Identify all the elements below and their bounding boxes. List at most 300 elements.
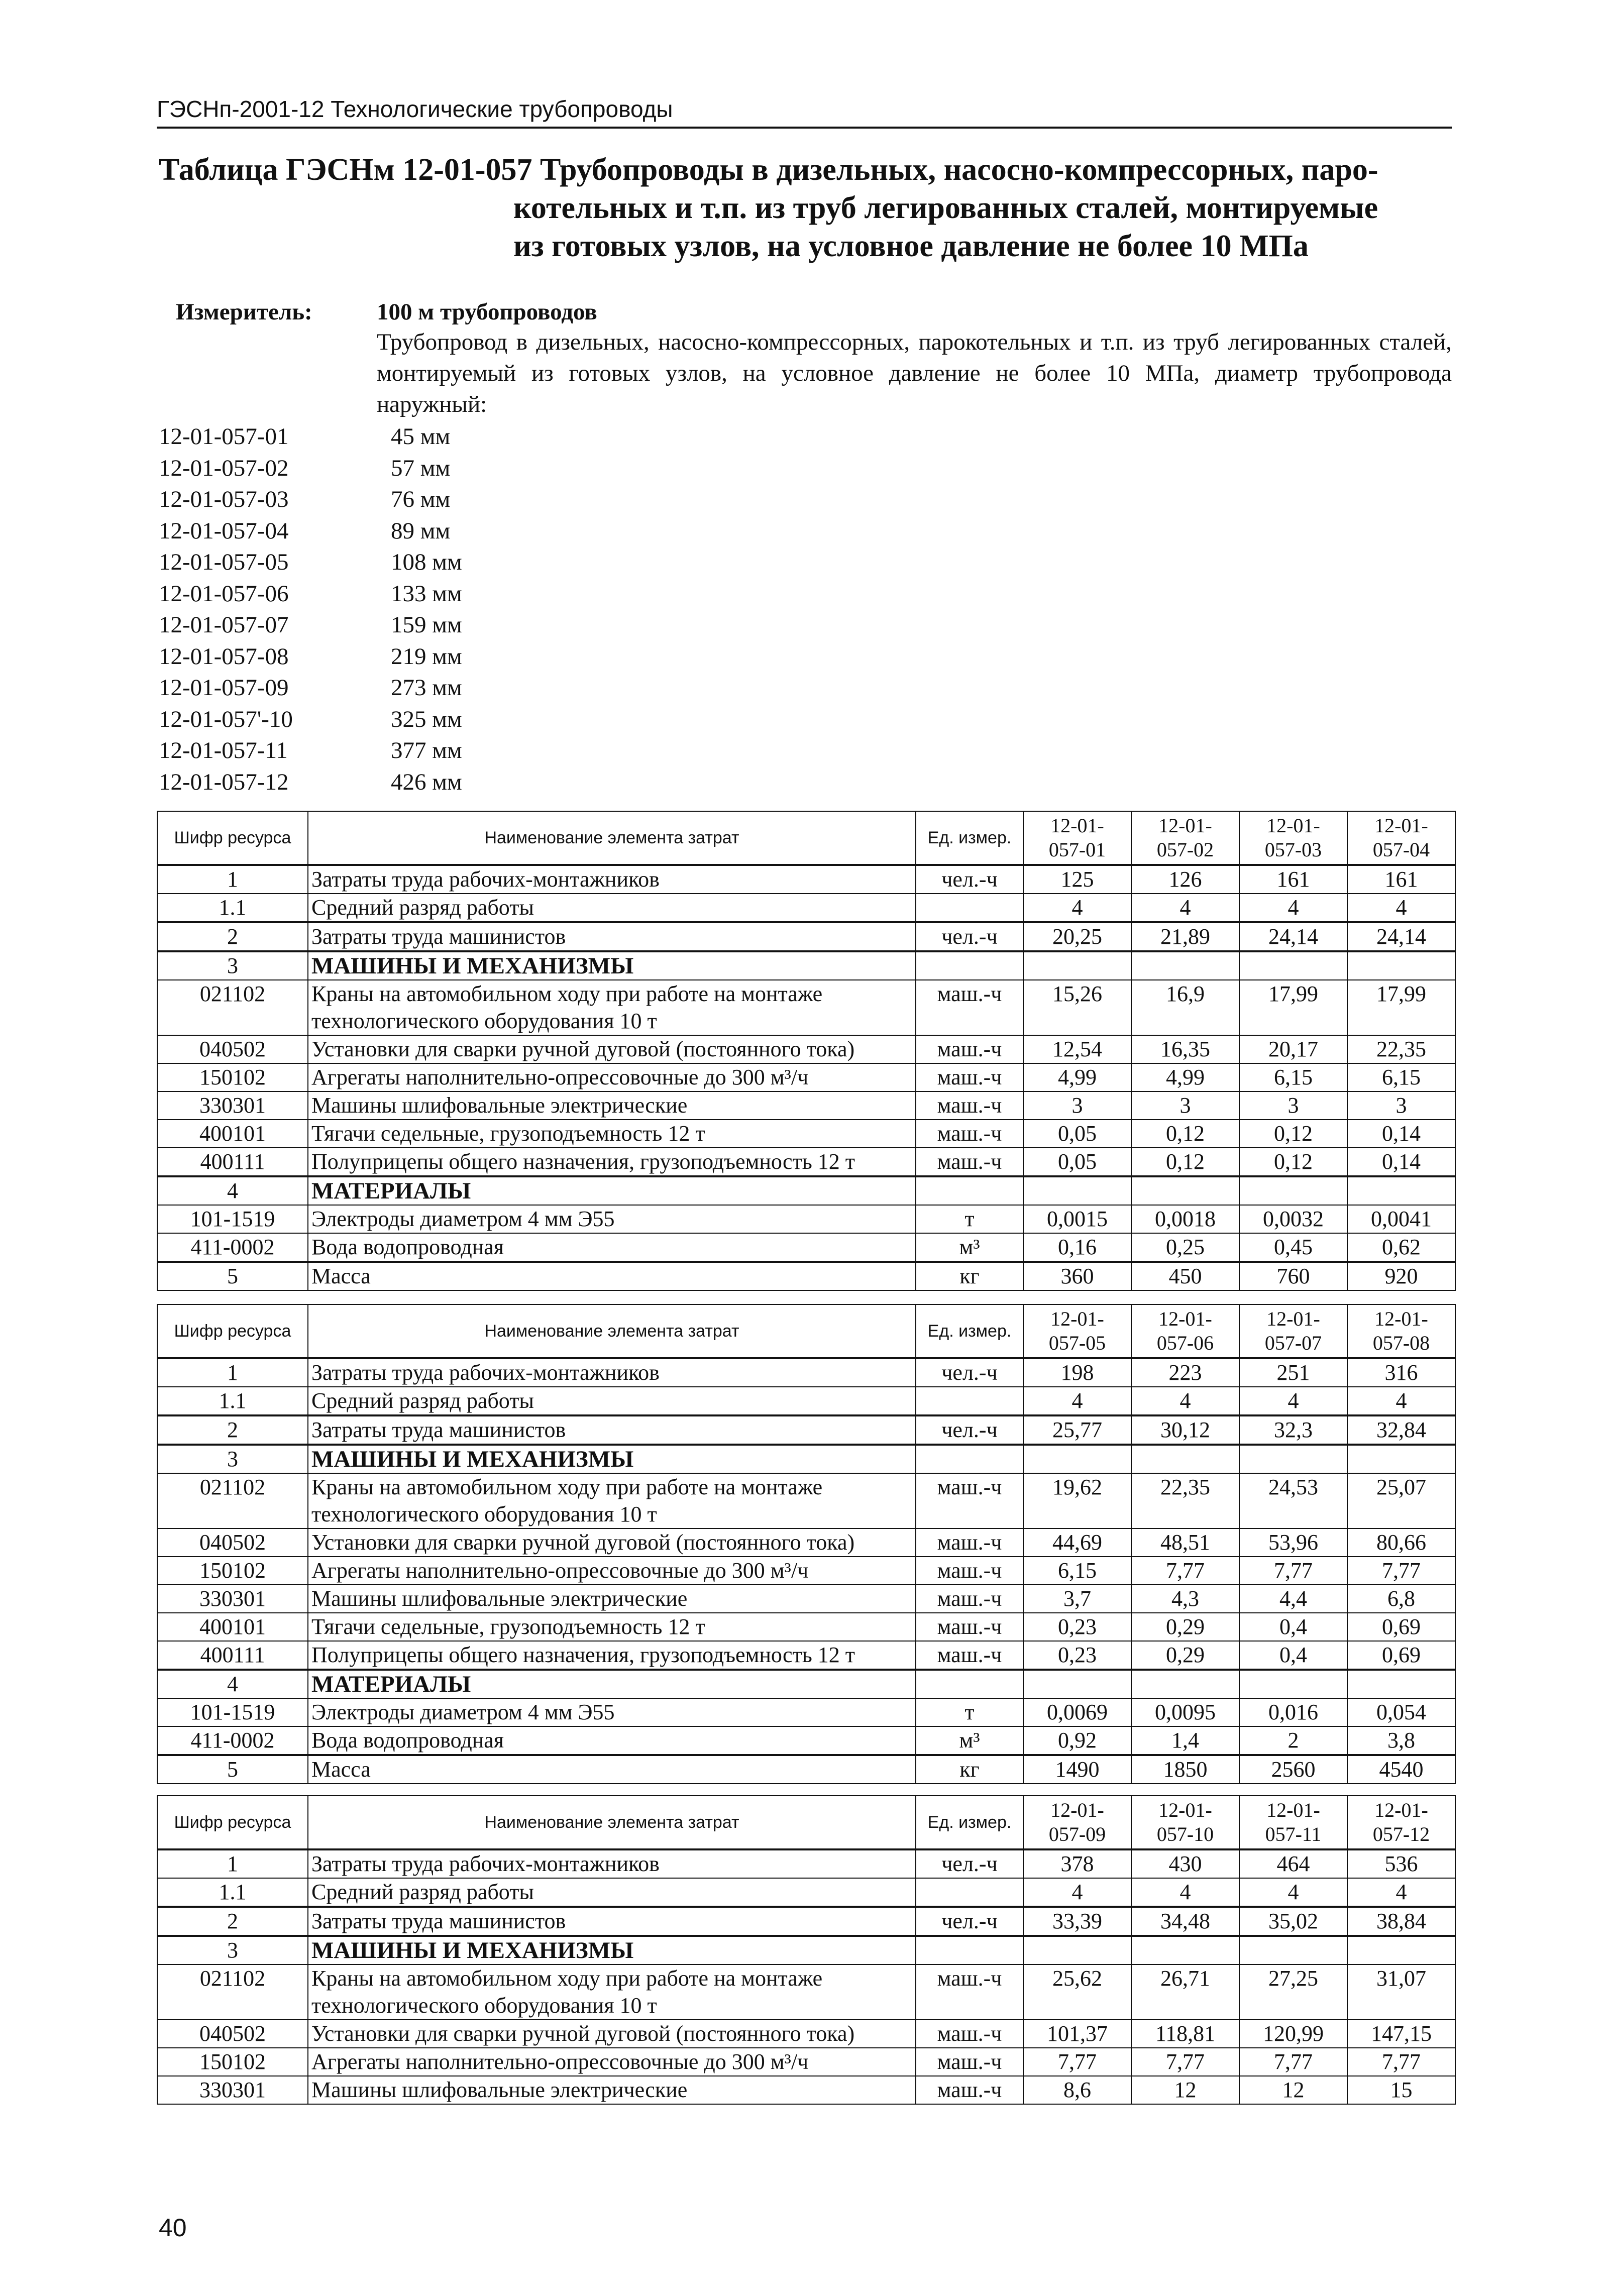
resource-code: 400111 <box>157 1148 308 1176</box>
resource-unit: чел.-ч <box>916 1849 1023 1878</box>
resource-code: 1 <box>157 1358 308 1387</box>
resource-name: Затраты труда рабочих-монтажников <box>308 1849 916 1878</box>
norm-column-part: 057-05 <box>1048 1332 1106 1354</box>
resource-code: 411-0002 <box>157 1233 308 1262</box>
resource-unit: маш.-ч <box>916 1035 1023 1063</box>
resource-value: 0,0095 <box>1131 1698 1239 1726</box>
header-norm-column <box>1131 811 1239 865</box>
resource-code: 400101 <box>157 1613 308 1641</box>
resource-name: Машины шлифовальные электрические <box>308 1585 916 1613</box>
table-row <box>157 1387 1455 1415</box>
resource-code: 2 <box>157 1907 308 1936</box>
resource-value <box>1347 1445 1455 1473</box>
resource-unit <box>916 1445 1023 1473</box>
resource-value: 4 <box>1131 894 1239 922</box>
resource-unit: кг <box>916 1755 1023 1784</box>
norm-column-part: 057-02 <box>1156 838 1214 861</box>
resource-value: 430 <box>1131 1849 1239 1878</box>
resource-code: 021102 <box>157 1964 308 2020</box>
resource-name: Затраты труда машинистов <box>308 1415 916 1445</box>
resource-value: 35,02 <box>1239 1907 1347 1936</box>
resource-name: Полуприцепы общего назначения, грузоподъемность 12 т <box>308 1148 916 1176</box>
resource-value: 0,29 <box>1131 1613 1239 1641</box>
resource-value: 12 <box>1131 2076 1239 2104</box>
resource-name: Затраты труда машинистов <box>308 922 916 951</box>
resource-value: 25,62 <box>1023 1964 1131 2020</box>
resource-value: 6,15 <box>1239 1063 1347 1091</box>
header-unit: Ед. измер. <box>916 811 1023 865</box>
resource-name: Затраты труда рабочих-монтажников <box>308 865 916 894</box>
pipe-diameter: 89 мм <box>391 517 451 544</box>
resource-value <box>1347 1176 1455 1205</box>
resource-name: Средний разряд работы <box>308 894 916 922</box>
resource-value: 126 <box>1131 865 1239 894</box>
resource-code: 5 <box>157 1755 308 1784</box>
resource-value: 0,4 <box>1239 1613 1347 1641</box>
table-header-row <box>157 811 1455 865</box>
pipe-diameter: 76 мм <box>391 486 451 512</box>
resource-value: 32,84 <box>1347 1415 1455 1445</box>
code-list-item <box>159 767 462 798</box>
table-row <box>157 1641 1455 1670</box>
resource-value: 4 <box>1131 1387 1239 1415</box>
resource-name: Затраты труда машинистов <box>308 1907 916 1936</box>
resource-unit <box>916 1387 1023 1415</box>
code-list-item <box>159 641 462 673</box>
page-number: 40 <box>159 2214 187 2242</box>
resource-value: 118,81 <box>1131 2020 1239 2048</box>
resource-value: 38,84 <box>1347 1907 1455 1936</box>
pipe-diameter: 219 мм <box>391 643 462 670</box>
resource-name: МАШИНЫ И МЕХАНИЗМЫ <box>308 951 916 980</box>
resource-value: 6,8 <box>1347 1585 1455 1613</box>
pipe-diameter: 273 мм <box>391 675 462 701</box>
resource-name: Краны на автомобильном ходу при работе на монтаже технологического оборудования 10 т <box>308 980 916 1035</box>
header-unit: Ед. измер. <box>916 1304 1023 1358</box>
resource-unit: маш.-ч <box>916 2020 1023 2048</box>
resource-value: 7,77 <box>1131 1557 1239 1585</box>
code-list <box>159 421 462 798</box>
table-header-row <box>157 1796 1455 1849</box>
resource-value <box>1239 1176 1347 1205</box>
table-row <box>157 1698 1455 1726</box>
resource-value: 4540 <box>1347 1755 1455 1784</box>
resource-value: 0,0041 <box>1347 1205 1455 1233</box>
resource-code: 411-0002 <box>157 1726 308 1755</box>
norm-column-part: 12-01- <box>1374 814 1428 837</box>
pipe-diameter: 325 мм <box>391 706 462 732</box>
resource-unit <box>916 1936 1023 1964</box>
resource-value: 80,66 <box>1347 1528 1455 1557</box>
norm-column-part: 12-01- <box>1158 1307 1212 1330</box>
resource-name: Машины шлифовальные электрические <box>308 1091 916 1120</box>
resource-value: 101,37 <box>1023 2020 1131 2048</box>
norm-code: 12-01-057-01 <box>159 423 289 450</box>
resource-code: 5 <box>157 1262 308 1290</box>
norm-column-part: 12-01- <box>1158 814 1212 837</box>
resource-value <box>1131 1176 1239 1205</box>
pipe-diameter: 57 мм <box>391 455 451 481</box>
header-unit: Ед. измер. <box>916 1796 1023 1849</box>
resource-value: 0,25 <box>1131 1233 1239 1262</box>
resource-value: 48,51 <box>1131 1528 1239 1557</box>
resource-unit: маш.-ч <box>916 1585 1023 1613</box>
resource-unit <box>916 951 1023 980</box>
norm-column-part: 12-01- <box>1050 814 1104 837</box>
resource-value: 7,77 <box>1131 2048 1239 2076</box>
header-code: Шифр ресурса <box>157 1304 308 1358</box>
resource-value: 464 <box>1239 1849 1347 1878</box>
resource-unit: маш.-ч <box>916 1148 1023 1176</box>
resource-value: 0,69 <box>1347 1641 1455 1670</box>
header-norm-column <box>1239 1304 1347 1358</box>
resource-code: 4 <box>157 1176 308 1205</box>
resource-value <box>1023 951 1131 980</box>
meter-label: Измеритель: <box>176 299 312 325</box>
norm-code: 12-01-057-03 <box>159 486 289 512</box>
header-name: Наименование элемента затрат <box>308 1304 916 1358</box>
table-row <box>157 1585 1455 1613</box>
resource-name: Масса <box>308 1755 916 1784</box>
table-row <box>157 1233 1455 1262</box>
resource-value: 3,8 <box>1347 1726 1455 1755</box>
norm-column-part: 057-07 <box>1264 1332 1322 1354</box>
resource-value: 4 <box>1023 1878 1131 1907</box>
resource-value: 3 <box>1023 1091 1131 1120</box>
norm-column-part: 057-10 <box>1156 1823 1214 1845</box>
table-row <box>157 1205 1455 1233</box>
resource-name: МАТЕРИАЛЫ <box>308 1670 916 1698</box>
resource-value: 4,3 <box>1131 1585 1239 1613</box>
norm-column-part: 12-01- <box>1050 1307 1104 1330</box>
resource-value <box>1131 1670 1239 1698</box>
resource-value: 0,14 <box>1347 1148 1455 1176</box>
resource-value: 4 <box>1347 1878 1455 1907</box>
resource-value: 7,77 <box>1347 1557 1455 1585</box>
table-row <box>157 1035 1455 1063</box>
resource-unit: м³ <box>916 1233 1023 1262</box>
resource-name: Машины шлифовальные электрические <box>308 2076 916 2104</box>
resource-value: 7,77 <box>1239 2048 1347 2076</box>
resource-name: МАШИНЫ И МЕХАНИЗМЫ <box>308 1445 916 1473</box>
resource-value <box>1347 1936 1455 1964</box>
resource-value: 536 <box>1347 1849 1455 1878</box>
resource-code: 1.1 <box>157 1878 308 1907</box>
resource-code: 3 <box>157 1936 308 1964</box>
resource-unit: м³ <box>916 1726 1023 1755</box>
resource-value: 31,07 <box>1347 1964 1455 2020</box>
table-row <box>157 980 1455 1035</box>
resource-value <box>1347 1670 1455 1698</box>
resource-name: Полуприцепы общего назначения, грузоподъемность 12 т <box>308 1641 916 1670</box>
resource-code: 040502 <box>157 2020 308 2048</box>
resource-value: 0,0032 <box>1239 1205 1347 1233</box>
resource-code: 150102 <box>157 1557 308 1585</box>
code-list-item <box>159 672 462 704</box>
resource-value <box>1239 1936 1347 1964</box>
resource-value: 4,99 <box>1131 1063 1239 1091</box>
norm-column-part: 12-01- <box>1266 1307 1320 1330</box>
resource-value: 0,05 <box>1023 1120 1131 1148</box>
resource-unit: т <box>916 1205 1023 1233</box>
title-line: из готовых узлов, на условное давление не более 10 МПа <box>513 229 1309 263</box>
resource-value: 4 <box>1347 894 1455 922</box>
resource-value: 4 <box>1239 894 1347 922</box>
table-row <box>157 1473 1455 1528</box>
resource-value <box>1023 1176 1131 1205</box>
resource-value: 223 <box>1131 1358 1239 1387</box>
resource-value: 3 <box>1239 1091 1347 1120</box>
resource-name: Краны на автомобильном ходу при работе на монтаже технологического оборудования 10 т <box>308 1473 916 1528</box>
resource-unit <box>916 1878 1023 1907</box>
code-list-item <box>159 453 462 484</box>
resource-name: Агрегаты наполнительно-опрессовочные до 300 м³/ч <box>308 1063 916 1091</box>
resource-code: 021102 <box>157 980 308 1035</box>
norm-column-part: 12-01- <box>1266 814 1320 837</box>
resource-unit <box>916 1670 1023 1698</box>
resource-value: 12,54 <box>1023 1035 1131 1063</box>
table-row <box>157 1613 1455 1641</box>
resource-unit <box>916 1176 1023 1205</box>
resource-unit: чел.-ч <box>916 1415 1023 1445</box>
resource-value: 0,62 <box>1347 1233 1455 1262</box>
running-header: ГЭСНп-2001-12 Технологические трубопроводы <box>157 93 1452 129</box>
table-row <box>157 1557 1455 1585</box>
resource-name: Средний разряд работы <box>308 1387 916 1415</box>
header-norm-column <box>1023 1304 1131 1358</box>
resource-unit: маш.-ч <box>916 1557 1023 1585</box>
resource-code: 330301 <box>157 1091 308 1120</box>
resource-value: 4 <box>1131 1878 1239 1907</box>
resource-value: 7,77 <box>1023 2048 1131 2076</box>
resource-value: 0,016 <box>1239 1698 1347 1726</box>
table-row <box>157 2076 1455 2104</box>
resource-value: 25,77 <box>1023 1415 1131 1445</box>
resource-name: Тягачи седельные, грузоподъемность 12 т <box>308 1120 916 1148</box>
table-row <box>157 1445 1455 1473</box>
resource-value: 0,92 <box>1023 1726 1131 1755</box>
title-line: Таблица ГЭСНм 12-01-057 Трубопроводы в дизельных, насосно-компрессорных, паро- <box>159 153 1378 187</box>
resource-value: 0,23 <box>1023 1613 1131 1641</box>
resource-value: 251 <box>1239 1358 1347 1387</box>
resource-name: Краны на автомобильном ходу при работе на монтаже технологического оборудования 10 т <box>308 1964 916 2020</box>
resource-name: Тягачи седельные, грузоподъемность 12 т <box>308 1613 916 1641</box>
norm-column-part: 057-11 <box>1265 1823 1322 1845</box>
header-norm-column <box>1347 811 1455 865</box>
header-norm-column <box>1023 1796 1131 1849</box>
resource-value: 7,77 <box>1347 2048 1455 2076</box>
table-row <box>157 1907 1455 1936</box>
pipe-diameter: 133 мм <box>391 580 462 607</box>
resource-unit: маш.-ч <box>916 1063 1023 1091</box>
table-row <box>157 1091 1455 1120</box>
resource-value <box>1347 951 1455 980</box>
table-row <box>157 1849 1455 1878</box>
header-norm-column <box>1131 1304 1239 1358</box>
resource-value: 4,4 <box>1239 1585 1347 1613</box>
resource-value: 0,12 <box>1131 1148 1239 1176</box>
norm-column-part: 12-01- <box>1374 1307 1428 1330</box>
resource-code: 400111 <box>157 1641 308 1670</box>
meter-value: 100 м трубопроводов <box>377 299 597 325</box>
resource-code: 4 <box>157 1670 308 1698</box>
table-row <box>157 2048 1455 2076</box>
table-row <box>157 1262 1455 1290</box>
resource-unit: маш.-ч <box>916 1120 1023 1148</box>
table-row <box>157 1415 1455 1445</box>
resource-value: 26,71 <box>1131 1964 1239 2020</box>
resource-value: 0,0069 <box>1023 1698 1131 1726</box>
table-title <box>159 151 1453 265</box>
norm-code: 12-01-057-11 <box>159 737 288 763</box>
resource-value: 4 <box>1023 1387 1131 1415</box>
resource-value <box>1131 1936 1239 1964</box>
norm-column-part: 057-01 <box>1048 838 1106 861</box>
norm-code: 12-01-057-06 <box>159 580 289 607</box>
norm-code: 12-01-057-08 <box>159 643 289 670</box>
pipe-diameter: 108 мм <box>391 549 462 575</box>
resource-value: 6,15 <box>1023 1557 1131 1585</box>
resource-value: 1490 <box>1023 1755 1131 1784</box>
resource-code: 101-1519 <box>157 1698 308 1726</box>
table-row <box>157 865 1455 894</box>
resource-value: 0,0018 <box>1131 1205 1239 1233</box>
resource-name: Электроды диаметром 4 мм Э55 <box>308 1698 916 1726</box>
resource-unit: чел.-ч <box>916 1907 1023 1936</box>
norm-code: 12-01-057-04 <box>159 517 289 544</box>
norm-code: 12-01-057-12 <box>159 769 289 795</box>
code-list-item <box>159 484 462 515</box>
resource-unit: маш.-ч <box>916 1613 1023 1641</box>
resource-code: 330301 <box>157 2076 308 2104</box>
table-row <box>157 1964 1455 2020</box>
resource-unit: маш.-ч <box>916 1528 1023 1557</box>
resource-value: 24,53 <box>1239 1473 1347 1528</box>
resource-code: 330301 <box>157 1585 308 1613</box>
resource-name: Электроды диаметром 4 мм Э55 <box>308 1205 916 1233</box>
resource-value: 0,12 <box>1239 1148 1347 1176</box>
resource-code: 1.1 <box>157 894 308 922</box>
code-list-item <box>159 704 462 735</box>
resource-value: 0,16 <box>1023 1233 1131 1262</box>
resource-code: 3 <box>157 1445 308 1473</box>
resource-value: 22,35 <box>1131 1473 1239 1528</box>
resource-value: 15 <box>1347 2076 1455 2104</box>
resource-code: 1 <box>157 1849 308 1878</box>
code-list-item <box>159 735 462 767</box>
resource-value: 4 <box>1023 894 1131 922</box>
resource-value: 21,89 <box>1131 922 1239 951</box>
resource-value: 24,14 <box>1347 922 1455 951</box>
code-list-item <box>159 421 462 453</box>
resource-name: Вода водопроводная <box>308 1726 916 1755</box>
norm-column-part: 057-12 <box>1372 1823 1430 1845</box>
resource-table-1 <box>157 811 1456 1291</box>
resource-value: 198 <box>1023 1358 1131 1387</box>
resource-value: 0,45 <box>1239 1233 1347 1262</box>
resource-name: МАТЕРИАЛЫ <box>308 1176 916 1205</box>
table-row <box>157 1936 1455 1964</box>
norm-column-part: 12-01- <box>1158 1799 1212 1821</box>
resource-value: 16,9 <box>1131 980 1239 1035</box>
resource-value: 20,17 <box>1239 1035 1347 1063</box>
header-norm-column <box>1023 811 1131 865</box>
resource-value: 17,99 <box>1239 980 1347 1035</box>
table-row <box>157 1878 1455 1907</box>
norm-column-part: 057-03 <box>1264 838 1322 861</box>
norm-column-part: 12-01- <box>1050 1799 1104 1821</box>
title-line: котельных и т.п. из труб легированных сталей, монтируемые <box>513 191 1378 225</box>
header-code: Шифр ресурса <box>157 811 308 865</box>
meter-line <box>176 296 597 327</box>
table-header-row <box>157 1304 1455 1358</box>
resource-code: 101-1519 <box>157 1205 308 1233</box>
resource-unit: маш.-ч <box>916 980 1023 1035</box>
pipe-diameter: 45 мм <box>391 423 451 450</box>
norm-column-part: 057-08 <box>1372 1332 1430 1354</box>
resource-value: 0,12 <box>1131 1120 1239 1148</box>
norm-column-part: 057-06 <box>1156 1332 1214 1354</box>
resource-name: Установки для сварки ручной дуговой (постоянного тока) <box>308 1528 916 1557</box>
resource-value: 161 <box>1347 865 1455 894</box>
resource-value: 760 <box>1239 1262 1347 1290</box>
norm-code: 12-01-057-07 <box>159 612 289 638</box>
resource-value: 316 <box>1347 1358 1455 1387</box>
resource-value: 920 <box>1347 1262 1455 1290</box>
resource-value: 3,7 <box>1023 1585 1131 1613</box>
resource-code: 150102 <box>157 2048 308 2076</box>
table-row <box>157 922 1455 951</box>
table-row <box>157 1670 1455 1698</box>
resource-unit: маш.-ч <box>916 1473 1023 1528</box>
resource-unit <box>916 894 1023 922</box>
norm-column-part: 057-09 <box>1048 1823 1106 1845</box>
resource-value: 450 <box>1131 1262 1239 1290</box>
resource-name: Вода водопроводная <box>308 1233 916 1262</box>
resource-name: Масса <box>308 1262 916 1290</box>
header-norm-column <box>1131 1796 1239 1849</box>
resource-value: 0,05 <box>1023 1148 1131 1176</box>
table-row <box>157 1755 1455 1784</box>
table-row <box>157 1726 1455 1755</box>
norm-code: 12-01-057'-10 <box>159 706 293 732</box>
resource-value: 27,25 <box>1239 1964 1347 2020</box>
resource-value: 120,99 <box>1239 2020 1347 2048</box>
resource-value: 4 <box>1239 1878 1347 1907</box>
resource-value <box>1023 1445 1131 1473</box>
resource-unit: чел.-ч <box>916 865 1023 894</box>
resource-code: 040502 <box>157 1035 308 1063</box>
code-list-item <box>159 546 462 578</box>
resource-code: 150102 <box>157 1063 308 1091</box>
resource-name: Установки для сварки ручной дуговой (постоянного тока) <box>308 1035 916 1063</box>
resource-code: 1.1 <box>157 1387 308 1415</box>
resource-name: Установки для сварки ручной дуговой (постоянного тока) <box>308 2020 916 2048</box>
table-row <box>157 1528 1455 1557</box>
header-name: Наименование элемента затрат <box>308 811 916 865</box>
resource-value: 34,48 <box>1131 1907 1239 1936</box>
resource-value: 44,69 <box>1023 1528 1131 1557</box>
header-code: Шифр ресурса <box>157 1796 308 1849</box>
resource-value: 0,29 <box>1131 1641 1239 1670</box>
resource-value: 8,6 <box>1023 2076 1131 2104</box>
resource-table-2 <box>157 1304 1456 1784</box>
resource-value: 4 <box>1347 1387 1455 1415</box>
resource-code: 400101 <box>157 1120 308 1148</box>
table-row <box>157 951 1455 980</box>
resource-value <box>1131 951 1239 980</box>
header-name: Наименование элемента затрат <box>308 1796 916 1849</box>
